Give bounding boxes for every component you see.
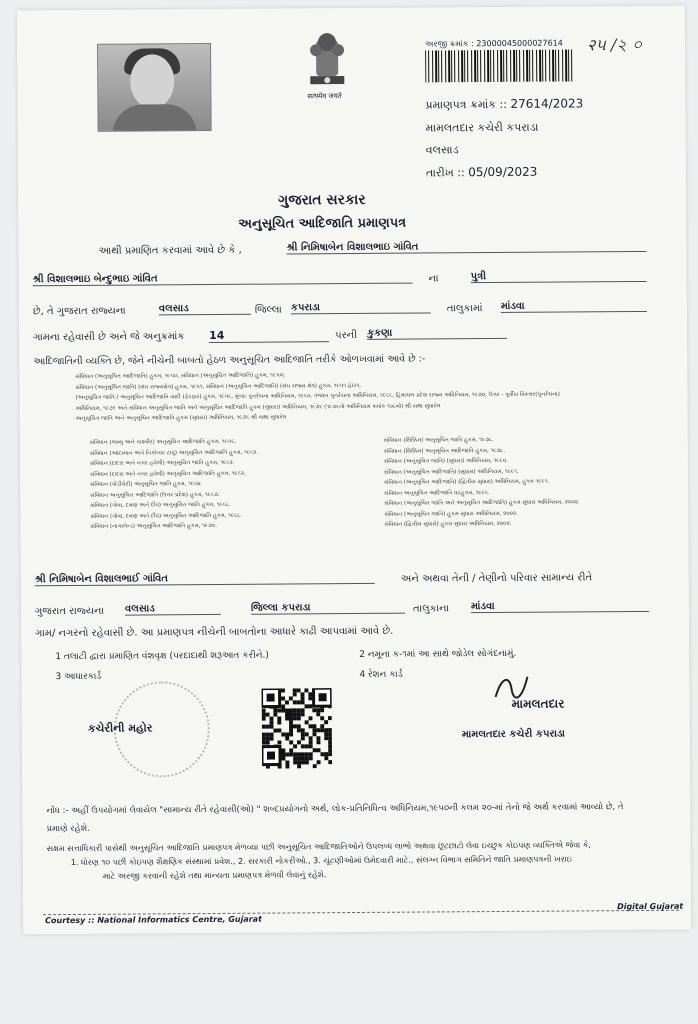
doc-item-4: 4 રેશન કાર્ડ (359, 669, 403, 680)
application-serial: અરજી ક્રમાંક : 23000045000027614 (424, 38, 563, 49)
order-item: સંવિધાન (દાદરા અને નગર હવેલી) અનુસૂચિત જાતિ હુકમ, ૧૯૬૨. (89, 459, 235, 467)
state-prefix: છે, તે ગુજરાત રાજ્યના (32, 305, 126, 318)
holder-name: શ્રી નિમિષાબેન વિશાલભાઇ ગાંવિત (286, 240, 646, 255)
signatory-title: મામલતદાર (511, 696, 565, 711)
certificate-number: પ્રમાણપત્ર ક્રમાંક :: 27614/2023 (425, 96, 584, 112)
order-item: સંવિધાન અનુસૂચિત આદિજાતિ વટહુકમ, ૧૯૯૬. (384, 489, 490, 497)
doc-item-3: 3 આધારકાર્ડ (55, 671, 102, 683)
residence-district: જિલ્લા કપરાડા (251, 602, 405, 615)
orders-block (75, 368, 645, 424)
family-statement: અને અથવા તેની / તેણીનો પરિવાર સામાન્ય રીતે (400, 572, 593, 585)
serial-prefix: ગામના રહેવાસી છે અને જે અનુક્રમાંક (33, 331, 185, 344)
order-item: સંવિધાન અનુસૂચિત આદિજાતિ (ઉત્તર પ્રદેશ) હુકમ, ૧૯૬૭. (90, 491, 220, 499)
tribe-value: કુકણા (367, 327, 507, 340)
of-label: ના (428, 273, 439, 285)
order-item: સંવિધાન (દ્વિતીય સુધારો) હુકમ સુધારા અધિનિયમ, ૨૦૦૨. (384, 520, 512, 528)
barcode-icon (425, 49, 575, 82)
signatory-office: મામલતદાર કચેરી કપરાડા (461, 728, 566, 741)
certificate-page (17, 6, 691, 935)
government-title: ગુજરાત સરકાર (278, 191, 366, 209)
order-item: સંવિધાન (સિક્કિમ) અનુસૂચિત આદિજાતિ હુકમ, ૧૯૭૮. (383, 447, 506, 455)
parent-name: શ્રી વિશાલભાઇ બેન્દુભાઇ ગાંવિત (33, 272, 413, 287)
order-item: સંવિધાન (અનુસૂચિત આદિજાતિ) (સુધારા) અધિનિયમ, ૧૯૯૧. (383, 468, 519, 476)
order-line: અધિનિયમ, ૧૯૭૧ અને સંવિધાન અનુસૂચિત જાતિ અને અનુસૂચિત આદિજાતિ હુકમ (સુધારા) અધિનિયમ, ૧૯૭૬ (૧૯૭૬નો અધિનિયમ ક્રમાંક ૧૦૮મો) થી યથા સુધારેલ (75, 402, 441, 412)
residence-taluka-label: તાલુકાના (412, 603, 450, 615)
order-item: સંવિધાન (અનુસૂચિત જાતિ) હુકમ સુધારા અધિનિયમ, ૨૦૦૨. (384, 510, 518, 518)
residence-village: વલસાડ (125, 603, 221, 616)
footer-courtesy: Courtesy :: National Informatics Centre, Gujarat (45, 914, 262, 926)
tribe-label: પરની (335, 329, 358, 342)
order-item: સંવિધાન (અનુસૂચિત આદિજાતિ) (દ્વિતીય સુધારા) અધિનિયમ, હુકમ ૧૯૯૧. (384, 478, 550, 486)
district-label: જિલ્લા (254, 304, 282, 316)
order-item: સંવિધાન (જમ્મુ અને કાશ્મીર) અનુસૂચિત આદિજાતિ હુકમ, ૧૯૫૬. (89, 438, 237, 446)
order-item: સંવિધાન (પોંડીચેરી) અનુસૂચિત જાતિ હુકમ, ૧૯૬૪. (90, 481, 203, 488)
issue-date: તારીખ :: 05/09/2023 (425, 164, 538, 180)
note-line-3: સક્ષમ સત્તાધિકારી પાસેથી અનુસૂચિત આદિજાતિ પ્રમાણપત્ર મેળવ્યા પછી અનુસૂચિત આદિજાતિઓને ઉપલબ્ધ લાભો અથવા છૂટછાટો લેવા ઇચ્છુક કોઇપણ વ્યક્તિએ જેવા કે, (46, 840, 591, 854)
relation-value: પુત્રી (471, 270, 647, 283)
issuing-district: વલસાડ (425, 143, 459, 157)
tribe-statement: આદિજાતિની વ્યક્તિ છે, જેને નીચેની બાબતો હેઠળ અનુસૂચિત આદિજાતિ તરીકે ઓળખવામાં આવે છે :- (33, 353, 426, 368)
residence-state-label: ગુજરાત રાજ્યના (34, 605, 104, 618)
office-seal-label: કચેરીની મહોર (87, 721, 153, 735)
village-value: વલસાડ (159, 303, 251, 316)
note-line-4: 1. ધોરણ ૧૦ પછી કોઇપણ શૈક્ષણિક સંસ્થામાં પ્રવેશ., 2. સરકારી નોકરીઓ., 3. ચૂંટણીઓમાં ઉમેદવારી માટે., સંલગ્ન વિભાગ સમિતિને જાતિ પ્રમાણપત્રની ખરાઇ (70, 854, 572, 867)
applicant-photo (97, 43, 212, 132)
taluka-label: તાલુકામાં (446, 303, 483, 315)
order-line: (અનુસૂચિત જાતિ / અનુસૂચિત આદિજાતિ યાદી (ફેરફાર) હુકમ, ૧૯૫૬, મુંબઇ પુનર્રચના અધિનિયમ, ૧૯૬૦, પંજાબ પુનર્રચના અધિનિયમ, ૧૯૬૬, હિમાચલ પ્રદેશ રાજ્ય અધિનિયમ, ૧૯૭૦, ઉત્તર - પૂર્વીય વિસ્તાર(પુનર્રચના) (75, 391, 560, 401)
document-title: અનુસૂચિત આદિજાતિ પ્રમાણપત્ર (238, 215, 407, 232)
footer-divider (43, 910, 679, 915)
doc-item-2: 2 નમૂના ક-૧માં આ સાથે જોડેલ સોગંદનામું. (359, 648, 517, 660)
order-line: સંવિધાન (અનુસૂચિત આદિજાતિ) હુકમ, ૧૯૫૦, સંવિધાન (અનુસૂચિત આદિજાતિ) હુકમ, ૧૯૫૦; (75, 372, 285, 380)
district-value: કપરાડા (291, 301, 431, 314)
doc-item-1: 1 તલાટી દ્વારા પ્રમાણિત વંશવૃક્ષ (પરદાદાથી શરૂઆત કરીને.) (55, 650, 269, 663)
order-item: સંવિધાન (નાગાલેન્ડ) અનુસૂચિત આદિજાતિ હુકમ, ૧૯૭૦. (90, 522, 217, 530)
residence-basis: ગામ/ નગરનો રહેવાસી છે. આ પ્રમાણપત્ર નીચેની બાબતોના આધારે કાઢી આપવામાં આવે છે. (35, 625, 394, 640)
note-line-1: નોંધ :- અહીં ઉપયોગમાં લેવાયેલ "સામાન્ય રીતે રહેવાસી(ઓ) " શબ્દપ્રયોગનો અર્થ, લોક-પ્રતિનિધિત્વ અધિનિયમ,૧૯૫૦ની કલમ ૨૦-માં તેનો જે અર્થ કરવામાં આવ્યો છે, તે (46, 802, 624, 817)
note-line-5: માટે અરજી કરવાની રહેશે તથા માન્યતા પ્રમાણપત્ર મેળવી લેવાનું રહેશે. (102, 870, 327, 881)
footer-brand: Digital Gujarat (617, 901, 684, 912)
orders-right-list (384, 434, 665, 530)
order-item: સંવિધાન (સિક્કિમ) અનુસૂચિત જાતિ હુકમ, ૧૯૭૮. (383, 437, 494, 444)
note-line-2: પ્રમાણે રહેશે. (46, 823, 90, 835)
emblem-motto: सत्यमेव जयते (307, 92, 342, 101)
order-line: અનુસૂચિત જાતિ અને અનુસૂચિત આદિજાતિ હુકમ (સુધારા) અધિનિયમ, ૧૯૭૬ થી યથા સુધારેલ (75, 414, 287, 422)
qr-code-icon (262, 688, 333, 768)
handwritten-mark: २૫ /২ ০ (586, 34, 643, 55)
resident-name: શ્રી નિમિષાબેન વિશાલભાઈ ગાંવિત (35, 572, 375, 586)
order-item: સંવિધાન (આંદામાન અને નિકોબાર ટાપુ) અનુસૂચિત આદિજાતિ હુકમ, ૧૯૬૨. (89, 449, 259, 457)
order-line: સંવિધાન (અનુસૂચિત જાતિ) (સંઘ રાજ્યક્ષેત્ર) હુકમ, ૧૯૫૧, સંવિધાન (અનુસૂચિત આદિજાતિ) (સંઘ રાજ્ય ક્ષેત્ર) હુકમ, ૧૯૫૧ હેઠળ, (75, 382, 361, 391)
order-item: સંવિધાન (દાદરા અને નગર હવેલી) અનુસૂચિત આદિજાતિ હુકમ, ૧૯૬૨. (90, 470, 246, 478)
national-emblem-icon (302, 30, 352, 100)
orders-left-list (90, 436, 361, 532)
order-item: સંવિધાન (અનુસૂચિત જાતિ અને અનુસૂચિત આદિજાતિ) હુકમ સુધારા અધિનિયમ, ૨૦૦૨. (384, 499, 580, 507)
order-item: સંવિધાન (ગોવા, દમણ અને દીવ) અનુસૂચિત આદિજાતિ હુકમ, ૧૯૬૮. (90, 512, 243, 520)
issuing-office: મામલતદાર કચેરી કપરાડા (425, 120, 539, 135)
order-item: સંવિધાન (ગોવા, દમણ અને દીવ) અનુસૂચિત જાતિ હુકમ, ૧૯૬૮. (90, 501, 231, 509)
order-item: સંવિધાન (અનુસૂચિત જાતિ) (સુધારા) અધિનિયમ, ૧૯૯૦. (383, 457, 508, 465)
certify-prefix: આથી પ્રમાણિત કરવામાં આવે છે કે , (98, 244, 242, 257)
residence-taluka: માંડવા (471, 600, 649, 613)
serial-number: 14 (209, 328, 329, 343)
taluka-value: માંડવા (501, 300, 647, 313)
